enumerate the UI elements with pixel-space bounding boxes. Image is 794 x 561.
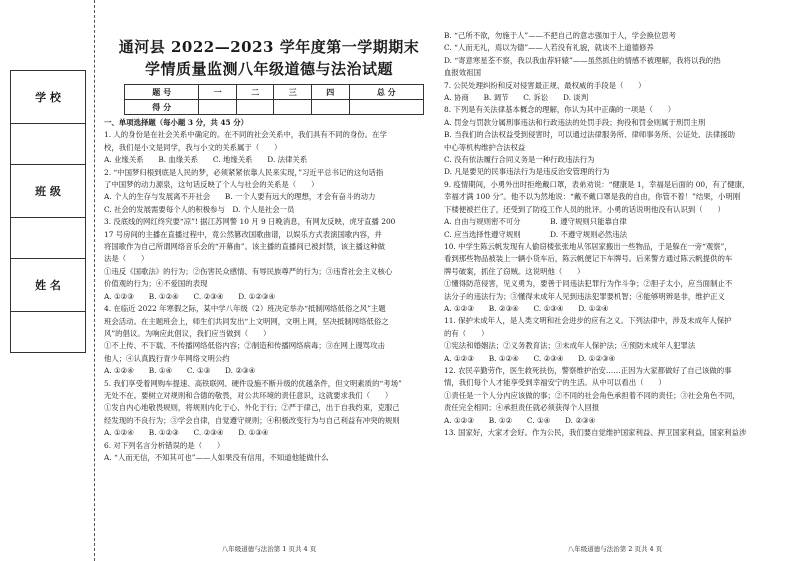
- page-2-questions: [444, 30, 786, 439]
- binding-dashed-line: [94, 0, 95, 561]
- question-text-line: 风”的倡议。为响应此倡议，我们应当做到（ ）: [104, 328, 271, 338]
- score-header-cell: 四: [312, 85, 350, 100]
- question-text-line: 经发现的不良行为；③学会自律，自觉遵守规则；④积极改变行为与自己利益有冲突的规则: [104, 415, 400, 425]
- score-cell: [274, 100, 312, 115]
- question-text-line: A. 个人的生存与发展离不开社会 B. 一个人要有远大的理想，才会有奋斗的动力: [104, 192, 376, 202]
- question-text-line: 的有（ ）: [444, 328, 489, 338]
- question-text-line: 12. 农民辛勤劳作，医生救死扶伤，警察维护治安……正因为大家都做好了自己该做的事: [444, 365, 732, 375]
- question-text-line: B. “己所不欲，勿施于人”——不把自己的意志强加于人，学会换位思考: [444, 31, 677, 40]
- question-text-line: 将国歌作为自己所谓网络音乐会的“开幕曲”。该主播的直播间已被封禁，该主播这种做: [104, 242, 386, 252]
- title-line-1: 通河县 2022—2023 学年度第一学期期末: [118, 38, 420, 56]
- class-blank: [11, 218, 86, 259]
- question-text-line: ①懂得防范侵害，见义勇为，要善于同违法犯罪行为作斗争；②胆子太小，应当面制止不: [444, 279, 733, 289]
- question-text-line: 下楼便被拦住了，还受到了防疫工作人员的批评。小勇的话说明他没有认识到（ ）: [444, 204, 725, 214]
- question-text-line: A. ①②③ B. ②③④ C. ①③④ D. ①②④: [444, 303, 609, 313]
- page-1-questions: [104, 117, 434, 464]
- question-text-line: C. 社会的发展需要每个人的积极参与 D. 个人是社会一员: [104, 204, 295, 214]
- question-text-line: A. “人而无信，不知其可也”——人如果没有信用，不知道他能做什么: [104, 452, 329, 462]
- score-cell: [312, 100, 350, 115]
- question-text-line: 无处不在。要树立对规则和合德的敬畏，对公共环境的责任意识，这就要求我们（ ）: [104, 390, 393, 400]
- question-text-line: ①不上传、不下载、不传播网络低俗内容；②制造和传播网络病毒；③在网上谩骂攻击: [104, 341, 385, 351]
- question-text-line: 血报效祖国: [444, 68, 481, 78]
- score-header-cell: 一: [199, 85, 237, 100]
- exam-page-2: [444, 0, 786, 561]
- score-cell: [236, 100, 274, 115]
- question-text-line: 9. 疫情期间，小勇外出时拒绝戴口罩，表弟劝说：“健康是 1，幸福是后面的 00，有了健康，: [444, 179, 750, 189]
- question-text-line: 7. 公民处理纠纷和反对侵害最正规、最权威的手段是（ ）: [444, 80, 646, 90]
- question-text-line: 1. 人的身份是在社会关系中确定的。在不同的社会关系中，我们具有不同的身份。在学: [104, 130, 387, 140]
- score-header-cell: 二: [236, 85, 274, 100]
- question-text-line: 2. “中国梦归根到底是人民的梦，必须紧紧依靠人民来实现，”习近平总书记的这句话指: [104, 167, 384, 177]
- question-text-line: 牌号破案，抓住了窃贼。这说明他（ ）: [444, 266, 585, 276]
- question-text-line: C. 没有依法履行合同义务是一种行政违法行为: [444, 155, 595, 165]
- question-text-line: 价值观的行为；④不爱国的表现: [104, 279, 208, 289]
- question-text-line: 10. 中学生陈云帆发现有人偷窃楼张张地从邻居家搬出一些物品，于是躲在一旁“观察”，: [444, 241, 732, 251]
- question-text-line: ①违反《国歌法》的行为；②伤害民众感情、有辱民族尊严的行为；③违背社会主义核心: [104, 266, 393, 276]
- question-text-line: A. 自由与规则密不可分 B. 遵守规则只能靠自律: [444, 217, 627, 227]
- question-text-line: 班会活动。在主题班会上，师生们共同发出“上文明网，文明上网，坚决抵制网络低俗之: [104, 316, 389, 326]
- question-text-line: 17 号房间的主播在直播过程中，竟公然篡改国歌曲谱，以娱乐方式表演国歌内容，并: [104, 229, 382, 239]
- name-label: 姓 名: [11, 259, 86, 312]
- question-text-line: A. 协商 B. 调节 C. 诉讼 D. 谈判: [444, 93, 589, 103]
- question-text-line: 校，我们是小文是同学，我与小文的关系属于（ ）: [104, 142, 282, 152]
- score-table: [124, 84, 424, 115]
- class-label: 班 级: [11, 165, 86, 218]
- question-text-line: A. 罚金与罚款分属刑事违法和行政违法的处罚手段；拘役和罚金则属于刑罚主刑: [444, 117, 706, 127]
- question-text-line: 责任完全相同；④承担责任就必须获得个人回报: [444, 403, 600, 413]
- score-header-cell: 三: [274, 85, 312, 100]
- question-text-line: 法是（ ）: [104, 254, 149, 264]
- exam-title: [104, 36, 434, 80]
- question-text-line: 6. 对下列名言分析错误的是（ ）: [104, 440, 225, 450]
- school-label: 学 校: [11, 71, 86, 124]
- question-text-line: 看到那些物品被装上一辆小货车后，陈云帆便记下车牌号。后来警方通过陈云帆提供的车: [444, 254, 733, 264]
- score-row-label: 得 分: [125, 100, 199, 115]
- question-text-line: 了中国梦的动力源泉，这句话反映了个人与社会的关系是（ ）: [104, 180, 319, 190]
- page-1-footer: 八年级道德与法治第 1 页共 4 页: [221, 545, 317, 553]
- question-text-line: 幸福才满 100 分”。他不以为然地说：“戴不戴口罩是我的自由，你管不着！”结果，小明刚: [444, 192, 741, 202]
- page-2-footer: 八年级道德与法治第 2 页共 4 页: [567, 545, 663, 553]
- score-cell: [199, 100, 237, 115]
- title-line-2: 学情质量监测八年级道德与法治试题: [144, 60, 393, 78]
- score-header-cell: 题 号: [125, 85, 199, 100]
- question-text-line: B. 当我们的合法权益受到侵害时，可以通过法律服务所、律师事务所、公证处、法律援助: [444, 130, 735, 140]
- question-text-line: 5. 我们享受着网购车提速、高铁联网、硬件设施不断升级的优越条件，但文明素质的“考场”: [104, 378, 402, 388]
- question-text-line: A. ①②③ B. ①②④ C. ②③④ D. ①②③④: [444, 353, 616, 363]
- score-cell: [349, 100, 423, 115]
- question-text-line: 13. 国家好，大家才会好。作为公民，我们要自觉维护国家利益、捍卫国家利益，国家利益涉: [444, 428, 747, 437]
- question-text-line: A. ①②④ B. ①④ C. ①③ D. ②③④: [104, 366, 256, 376]
- question-text-line: A. ①②③ B. ①②④ C. ②③④ D. ①②③④: [104, 291, 276, 301]
- question-text-line: 中心等机构维护合法权益: [444, 142, 526, 152]
- question-text-line: A. 业缘关系 B. 血缘关系 C. 地缘关系 D. 法律关系: [104, 155, 308, 165]
- exam-page-1: [104, 0, 434, 561]
- question-text-line: D. 凡是要见的民事违法行为是违反治安管理的行为: [444, 167, 610, 177]
- question-text-line: 一、单项选择题（每小题 3 分，共 45 分）: [104, 118, 248, 127]
- name-blank: [11, 312, 86, 353]
- question-text-line: D. “寄意寒星荃不察，我以我血荐轩辕”——虽然抓住的情感不被理解，我将以我的热: [444, 55, 721, 65]
- question-text-line: 情，我们每个人才能享受到幸福安宁的生活。从中可以看出（ ）: [444, 378, 666, 388]
- question-text-line: ①责任是一个人分内应该做的事；②不同的社会角色承担着不同的责任；③社会角色不同，: [444, 390, 740, 400]
- question-text-line: A. ①②④ B. ①②③ C. ②③④ D. ①③④: [104, 428, 269, 438]
- school-blank: [11, 124, 86, 165]
- question-text-line: 4. 在临近 2022 年寒假之际，某中学八年级（2）班决定举办“抵制网络低俗之风”主题: [104, 304, 386, 314]
- score-header-cell: 总 分: [349, 85, 423, 100]
- question-text-line: 他人；④认真践行青少年网络文明公约: [104, 353, 230, 363]
- question-text-line: 3. 没底线的网红终究要“凉”! 据江苏网警 10 月 9 日晚消息，有网友反映，虎牙直播 200: [104, 217, 396, 227]
- question-text-line: 法分子的违法行为；③懂得未成年人见到违法犯罪要机智；④能够明辨是非，维护正义: [444, 291, 725, 301]
- question-text-line: 8. 下列是有关法律基本概念的理解，你认为其中正确的一项是（ ）: [444, 105, 676, 115]
- question-text-line: C. 应当选择性遵守规则 D. 不遵守规则必然违法: [444, 229, 628, 239]
- question-text-line: 11. 保护未成年人，是人类文明和社会进步的应有之义。下列法律中，涉及未成年人保护: [444, 316, 732, 326]
- question-text-line: ①发自内心地敬畏规则，将规则内化于心、外化于行；②严于律己，出于自我约束，克服己: [104, 403, 400, 413]
- question-text-line: ①宪法和婚姻法；②义务教育法；③未成年人保护法；④预防未成年人犯罪法: [444, 341, 696, 351]
- student-info-stub: [10, 70, 86, 353]
- question-text-line: C. “人而无礼，焉以为德”——人若没有礼貌，就谈不上道德修养: [444, 43, 654, 53]
- question-text-line: A. ①②③ B. ①② C. ①④ D. ②③④: [444, 415, 596, 425]
